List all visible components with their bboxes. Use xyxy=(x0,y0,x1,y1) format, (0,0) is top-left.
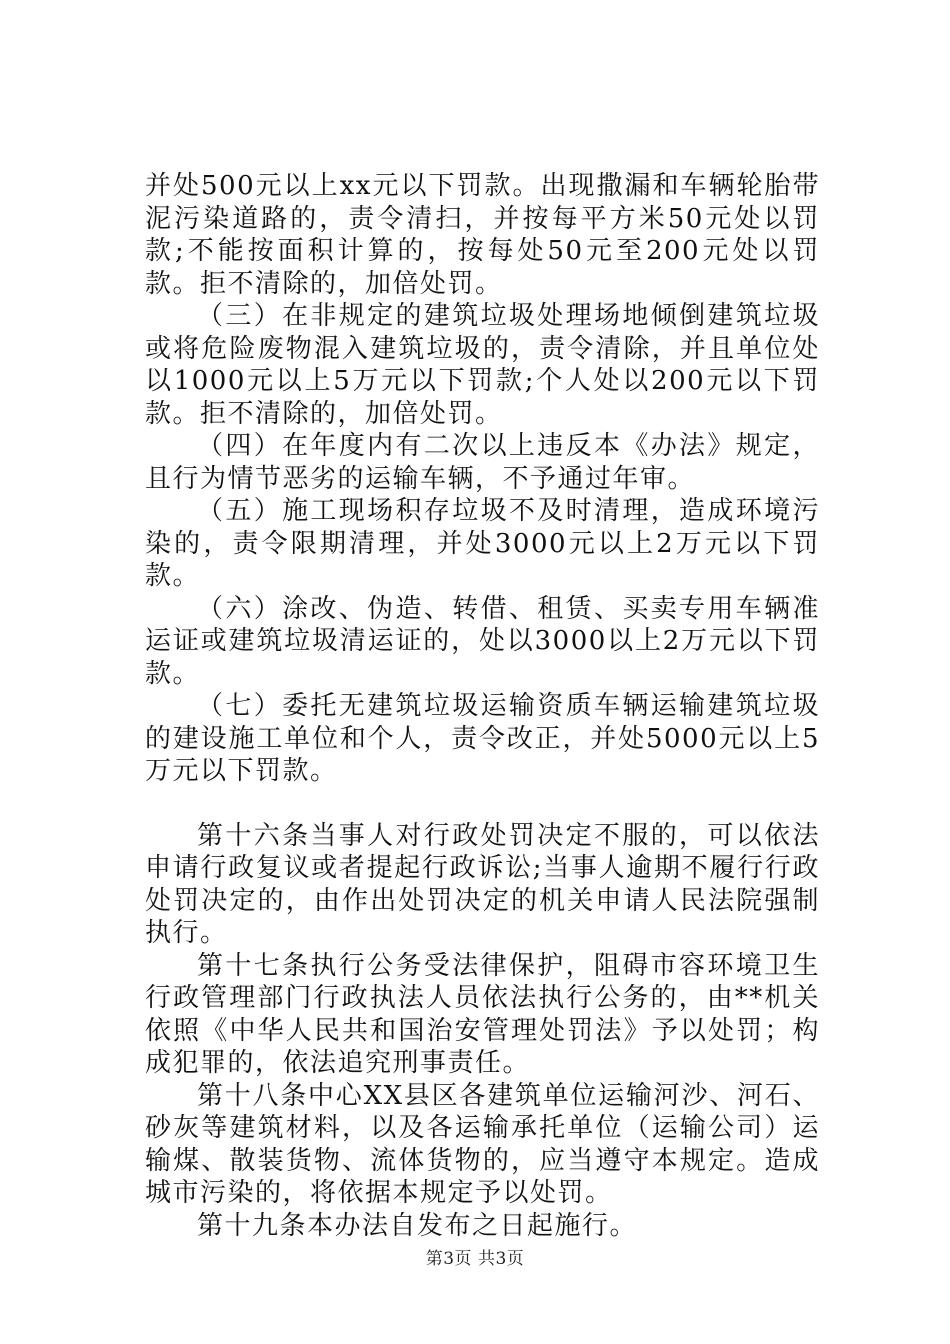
paragraph-continuation: 并处500元以上xx元以下罚款。出现撒漏和车辆轮胎带泥污染道路的，责令清扫，并按每平方米50元处以罚款;不能按面积计算的，按每处50元至200元处以罚款。拒不清除的，加倍处罚。 xyxy=(145,171,820,299)
paragraph-item-4: （四）在年度内有二次以上违反本《办法》规定，且行为情节恶劣的运输车辆，不予通过年审。 xyxy=(145,431,820,494)
paragraph-item-3: （三）在非规定的建筑垃圾处理场地倾倒建筑垃圾或将危险废物混入建筑垃圾的，责令清除，并且单位处以1000元以上5万元以下罚款;个人处以200元以下罚款。拒不清除的，加倍处罚。 xyxy=(145,301,820,429)
article-16: 第十六条当事人对行政处罚决定不服的，可以依法申请行政复议或者提起行政诉讼;当事人逾期不履行行政处罚决定的，由作出处罚决定的机关申请人民法院强制执行。 xyxy=(145,820,820,948)
document-body xyxy=(145,170,820,1242)
paragraph-item-5: （五）施工现场积存垃圾不及时清理，造成环境污染的，责令限期清理，并处3000元以上2万元以下罚款。 xyxy=(145,496,820,591)
article-18: 第十八条中心XX县区各建筑单位运输河沙、河石、砂灰等建筑材料，以及各运输承托单位（运输公司）运输煤、散装货物、流体货物的，应当遵守本规定。造成城市污染的，将依据本规定予以处罚。 xyxy=(145,1080,820,1208)
paragraph-gap xyxy=(145,788,820,820)
article-19: 第十九条本办法自发布之日起施行。 xyxy=(197,1210,638,1241)
paragraph-item-6: （六）涂改、伪造、转借、租赁、买卖专用车辆准运证或建筑垃圾清运证的，处以3000以上2万元以下罚款。 xyxy=(145,593,820,689)
article-17: 第十七条执行公务受法律保护，阻碍市容环境卫生行政管理部门行政执法人员依法执行公务的，由**机关依照《中华人民共和国治安管理处罚法》予以处罚；构成犯罪的，依法追究刑事责任。 xyxy=(145,950,820,1078)
paragraph-item-7: （七）委托无建筑垃圾运输资质车辆运输建筑垃圾的建设施工单位和个人，责令改正，并处5000元以上5万元以下罚款。 xyxy=(145,691,820,786)
page-number-footer: 第3页 共3页 xyxy=(425,1249,525,1269)
